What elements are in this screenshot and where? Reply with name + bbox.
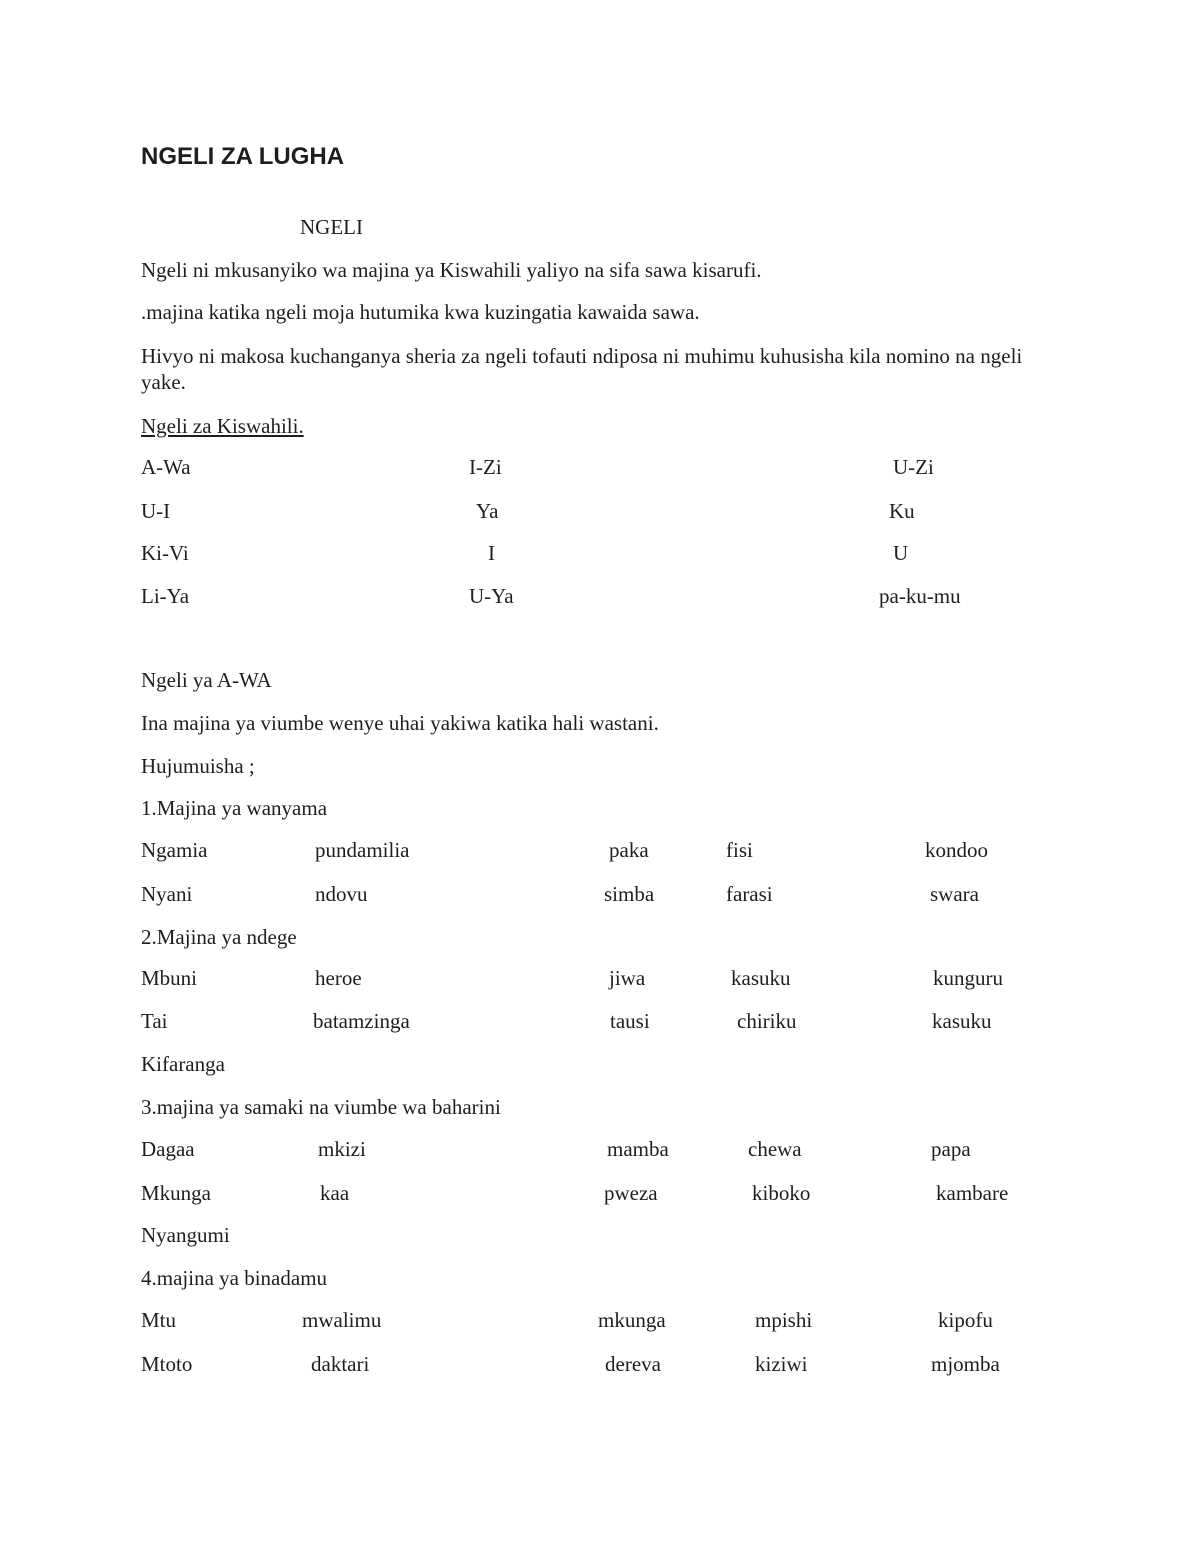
word-cell: farasi [726,882,773,906]
word-cell: ndovu [315,882,368,906]
word-cell: chewa [748,1137,802,1161]
word-cell: mamba [607,1137,669,1161]
group-title: 1.Majina ya wanyama [141,796,328,820]
word-cell: Dagaa [141,1137,195,1161]
word-cell: tausi [610,1009,650,1033]
word-cell: kambare [936,1181,1009,1205]
word-cell: mwalimu [302,1308,382,1332]
word-cell: mkizi [318,1137,366,1161]
word-cell: Tai [141,1009,168,1033]
word-cell: Mtoto [141,1352,193,1376]
word-cell: dereva [605,1352,661,1376]
class-cell: pa-ku-mu [879,584,961,608]
word-cell: Mkunga [141,1181,211,1205]
word-cell: heroe [315,966,362,990]
word-cell: Kifaranga [141,1052,225,1076]
section-title: NGELI [300,215,363,239]
class-cell: I-Zi [469,455,502,479]
word-cell: batamzinga [313,1009,410,1033]
word-cell: pweza [604,1181,658,1205]
word-cell: mpishi [755,1308,813,1332]
word-cell: Mtu [141,1308,177,1332]
word-cell: kiziwi [755,1352,808,1376]
intro-paragraph-3: Hivyo ni makosa kuchanganya sheria za ngeli tofauti ndiposa ni muhimu kuhusisha kila nomino na ngeli yake. [141,344,1023,394]
word-cell: mkunga [598,1308,666,1332]
word-cell: kipofu [938,1308,993,1332]
class-cell: A-Wa [141,455,191,479]
word-cell: kasuku [731,966,791,990]
intro-paragraph-1: Ngeli ni mkusanyiko wa majina ya Kiswahili yaliyo na sifa sawa kisarufi. [141,258,762,282]
awa-description: Ina majina ya viumbe wenye uhai yakiwa katika hali wastani. [141,711,659,735]
word-cell: papa [931,1137,971,1161]
awa-includes: Hujumuisha ; [141,754,255,778]
word-cell: kunguru [933,966,1003,990]
intro-paragraph-2: .majina katika ngeli moja hutumika kwa kuzingatia kawaida sawa. [141,300,700,324]
group-title: 2.Majina ya ndege [141,925,297,949]
word-cell: Ngamia [141,838,208,862]
awa-heading: Ngeli ya A-WA [141,668,272,692]
class-cell: I [488,541,495,565]
word-cell: Nyani [141,882,193,906]
class-cell: U-Zi [893,455,934,479]
word-cell: Nyangumi [141,1223,230,1247]
group-title: 3.majina ya samaki na viumbe wa baharini [141,1095,501,1119]
group-title: 4.majina ya binadamu [141,1266,328,1290]
word-cell: jiwa [609,966,646,990]
word-cell: paka [609,838,649,862]
class-cell: U [893,541,909,565]
class-cell: Ki-Vi [141,541,189,565]
word-cell: simba [604,882,655,906]
class-cell: Li-Ya [141,584,190,608]
word-cell: mjomba [931,1352,1000,1376]
word-cell: kiboko [752,1181,811,1205]
class-cell: U-Ya [469,584,514,608]
word-cell: swara [930,882,979,906]
class-cell: U-I [141,499,171,523]
class-cell: Ya [476,499,499,523]
word-cell: daktari [311,1352,370,1376]
class-cell: Ku [889,499,915,523]
word-cell: pundamilia [315,838,410,862]
word-cell: fisi [726,838,753,862]
word-cell: Mbuni [141,966,198,990]
word-cell: kaa [320,1181,350,1205]
word-cell: chiriku [737,1009,797,1033]
classes-heading: Ngeli za Kiswahili. [141,414,304,438]
word-cell: kasuku [932,1009,992,1033]
page-title: NGELI ZA LUGHA [141,143,345,170]
word-cell: kondoo [925,838,988,862]
